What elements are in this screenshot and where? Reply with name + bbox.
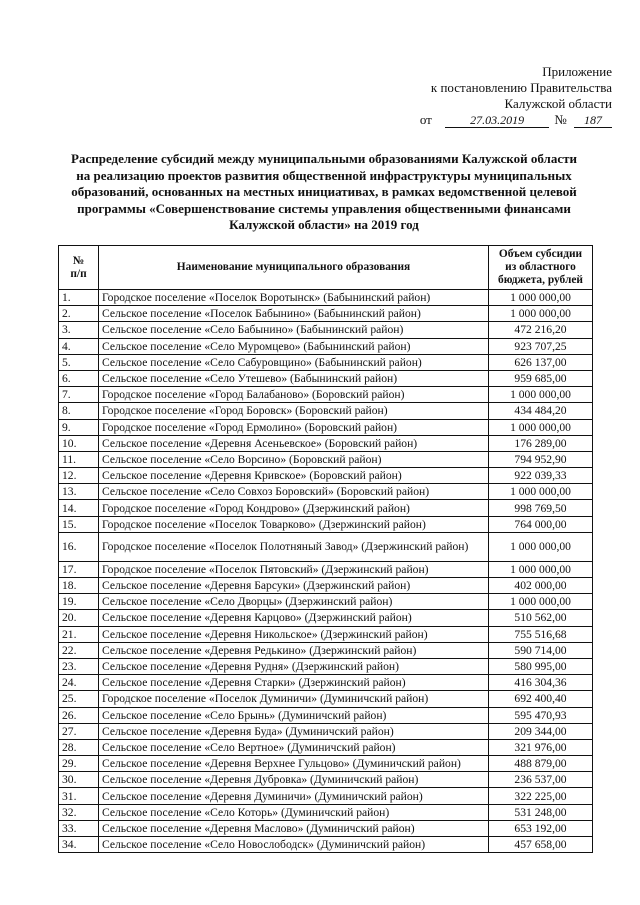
- table-row: [59, 788, 593, 804]
- row-subsidy-amount: 1 000 000,00: [489, 387, 593, 403]
- row-subsidy-amount: 488 879,00: [489, 756, 593, 772]
- row-subsidy-amount: 998 769,50: [489, 500, 593, 516]
- row-number: 10.: [59, 435, 99, 451]
- row-number: 17.: [59, 561, 99, 577]
- row-number: 30.: [59, 772, 99, 788]
- row-municipality-name: Сельское поселение «Село Дворцы» (Дзержинский район): [99, 594, 489, 610]
- row-number: 11.: [59, 451, 99, 467]
- table-row: [59, 387, 593, 403]
- row-municipality-name: Городское поселение «Город Боровск» (Боровский район): [99, 403, 489, 419]
- row-municipality-name: Сельское поселение «Село Сабуровщино» (Бабынинский район): [99, 354, 489, 370]
- row-number: 14.: [59, 500, 99, 516]
- row-number: 8.: [59, 403, 99, 419]
- appendix-date-line: [420, 112, 612, 128]
- row-number: 9.: [59, 419, 99, 435]
- row-subsidy-amount: 209 344,00: [489, 723, 593, 739]
- table-row: [59, 435, 593, 451]
- row-number: 22.: [59, 642, 99, 658]
- row-subsidy-amount: 531 248,00: [489, 804, 593, 820]
- header-num: № п/п: [59, 246, 99, 290]
- row-number: 2.: [59, 306, 99, 322]
- row-subsidy-amount: 959 685,00: [489, 370, 593, 386]
- row-subsidy-amount: 416 304,36: [489, 675, 593, 691]
- row-municipality-name: Сельское поселение «Деревня Барсуки» (Дзержинский район): [99, 578, 489, 594]
- row-subsidy-amount: 1 000 000,00: [489, 419, 593, 435]
- row-municipality-name: Сельское поселение «Деревня Редькино» (Дзержинский район): [99, 642, 489, 658]
- table-row: [59, 338, 593, 354]
- header-amount: Объем субсидии из областного бюджета, рублей: [489, 246, 593, 290]
- table-row: [59, 658, 593, 674]
- row-number: 4.: [59, 338, 99, 354]
- table-row: [59, 532, 593, 561]
- row-number: 26.: [59, 707, 99, 723]
- table-row: [59, 626, 593, 642]
- row-municipality-name: Сельское поселение «Деревня Верхнее Гульцово» (Думиничский район): [99, 756, 489, 772]
- row-municipality-name: Городское поселение «Поселок Воротынск» (Бабынинский район): [99, 290, 489, 306]
- row-municipality-name: Сельское поселение «Деревня Старки» (Дзержинский район): [99, 675, 489, 691]
- subsidy-table: [58, 245, 593, 853]
- table-row: [59, 290, 593, 306]
- table-row: [59, 370, 593, 386]
- row-municipality-name: Сельское поселение «Село Брынь» (Думиничский район): [99, 707, 489, 723]
- row-subsidy-amount: 322 225,00: [489, 788, 593, 804]
- row-subsidy-amount: 1 000 000,00: [489, 484, 593, 500]
- row-subsidy-amount: 457 658,00: [489, 837, 593, 853]
- appendix-resolution-line: к постановлению Правительства: [430, 80, 612, 95]
- row-municipality-name: Сельское поселение «Село Новослободск» (Думиничский район): [99, 837, 489, 853]
- table-row: [59, 756, 593, 772]
- table-row: [59, 820, 593, 836]
- row-number: 19.: [59, 594, 99, 610]
- row-number: 32.: [59, 804, 99, 820]
- row-number: 27.: [59, 723, 99, 739]
- row-number: 18.: [59, 578, 99, 594]
- resolution-date: 27.03.2019: [445, 114, 549, 128]
- row-subsidy-amount: 1 000 000,00: [489, 532, 593, 561]
- row-municipality-name: Сельское поселение «Деревня Асеньевское» (Боровский район): [99, 435, 489, 451]
- row-municipality-name: Сельское поселение «Село Муромцево» (Бабынинский район): [99, 338, 489, 354]
- row-subsidy-amount: 434 484,20: [489, 403, 593, 419]
- row-municipality-name: Сельское поселение «Деревня Карцово» (Дзержинский район): [99, 610, 489, 626]
- table-row: [59, 723, 593, 739]
- row-municipality-name: Городское поселение «Поселок Полотняный Завод» (Дзержинский район): [99, 532, 489, 561]
- row-subsidy-amount: 923 707,25: [489, 338, 593, 354]
- document-title: Распределение субсидий между муниципальными образованиями Калужской области на реализацию проектов развития общественной инфраструктуры муниципальных образований, основанных на местных инициативах, в рамках ведомственной целевой программы «Совершенствование системы управления общественными финансами Калужской области» на 2019 год: [71, 151, 577, 232]
- row-number: 12.: [59, 468, 99, 484]
- row-subsidy-amount: 321 976,00: [489, 739, 593, 755]
- row-number: 3.: [59, 322, 99, 338]
- row-number: 33.: [59, 820, 99, 836]
- row-subsidy-amount: 1 000 000,00: [489, 306, 593, 322]
- row-subsidy-amount: 1 000 000,00: [489, 594, 593, 610]
- table-row: [59, 403, 593, 419]
- resolution-number: 187: [574, 114, 612, 128]
- row-municipality-name: Сельское поселение «Деревня Никольское» (Дзержинский район): [99, 626, 489, 642]
- table-row: [59, 500, 593, 516]
- table-row: [59, 642, 593, 658]
- row-number: 24.: [59, 675, 99, 691]
- row-municipality-name: Сельское поселение «Деревня Думиничи» (Думиничский район): [99, 788, 489, 804]
- table-row: [59, 484, 593, 500]
- row-municipality-name: Сельское поселение «Деревня Рудня» (Дзержинский район): [99, 658, 489, 674]
- row-number: 28.: [59, 739, 99, 755]
- row-subsidy-amount: 595 470,93: [489, 707, 593, 723]
- row-subsidy-amount: 922 039,33: [489, 468, 593, 484]
- table-row: [59, 837, 593, 853]
- table-row: [59, 354, 593, 370]
- table-row: [59, 322, 593, 338]
- row-subsidy-amount: 472 216,20: [489, 322, 593, 338]
- row-subsidy-amount: 580 995,00: [489, 658, 593, 674]
- date-prefix: от: [419, 112, 432, 127]
- table-row: [59, 772, 593, 788]
- row-municipality-name: Сельское поселение «Село Ворсино» (Боровский район): [99, 451, 489, 467]
- row-number: 25.: [59, 691, 99, 707]
- table-row: [59, 610, 593, 626]
- row-municipality-name: Сельское поселение «Село Совхоз Боровский» (Боровский район): [99, 484, 489, 500]
- row-municipality-name: Сельское поселение «Село Утешево» (Бабынинский район): [99, 370, 489, 386]
- row-number: 29.: [59, 756, 99, 772]
- row-number: 1.: [59, 290, 99, 306]
- row-number: 31.: [59, 788, 99, 804]
- row-number: 23.: [59, 658, 99, 674]
- row-subsidy-amount: 176 289,00: [489, 435, 593, 451]
- row-municipality-name: Городское поселение «Город Балабаново» (Боровский район): [99, 387, 489, 403]
- appendix-region-line: Калужской области: [504, 96, 612, 111]
- row-subsidy-amount: 510 562,00: [489, 610, 593, 626]
- table-row: [59, 561, 593, 577]
- row-municipality-name: Городское поселение «Поселок Думиничи» (Думиничский район): [99, 691, 489, 707]
- row-number: 21.: [59, 626, 99, 642]
- row-municipality-name: Сельское поселение «Село Бабынино» (Бабынинский район): [99, 322, 489, 338]
- row-number: 20.: [59, 610, 99, 626]
- row-subsidy-amount: 1 000 000,00: [489, 290, 593, 306]
- table-header-row: [59, 246, 593, 290]
- row-subsidy-amount: 590 714,00: [489, 642, 593, 658]
- row-subsidy-amount: 653 192,00: [489, 820, 593, 836]
- row-municipality-name: Городское поселение «Поселок Пятовский» (Дзержинский район): [99, 561, 489, 577]
- row-municipality-name: Сельское поселение «Деревня Буда» (Думиничский район): [99, 723, 489, 739]
- table-row: [59, 468, 593, 484]
- table-row: [59, 675, 593, 691]
- row-subsidy-amount: 402 000,00: [489, 578, 593, 594]
- row-municipality-name: Сельское поселение «Деревня Маслово» (Думиничский район): [99, 820, 489, 836]
- table-row: [59, 419, 593, 435]
- row-municipality-name: Сельское поселение «Поселок Бабынино» (Бабынинский район): [99, 306, 489, 322]
- row-subsidy-amount: 764 000,00: [489, 516, 593, 532]
- row-subsidy-amount: 626 137,00: [489, 354, 593, 370]
- row-municipality-name: Сельское поселение «Село Вертное» (Думиничский район): [99, 739, 489, 755]
- row-subsidy-amount: 1 000 000,00: [489, 561, 593, 577]
- appendix-label: Приложение: [542, 64, 612, 79]
- table-row: [59, 804, 593, 820]
- table-row: [59, 739, 593, 755]
- row-number: 34.: [59, 837, 99, 853]
- row-subsidy-amount: 755 516,68: [489, 626, 593, 642]
- row-municipality-name: Сельское поселение «Деревня Кривское» (Боровский район): [99, 468, 489, 484]
- row-number: 13.: [59, 484, 99, 500]
- row-number: 5.: [59, 354, 99, 370]
- row-municipality-name: Городское поселение «Город Кондрово» (Дзержинский район): [99, 500, 489, 516]
- row-subsidy-amount: 794 952,90: [489, 451, 593, 467]
- row-number: 15.: [59, 516, 99, 532]
- row-number: 6.: [59, 370, 99, 386]
- table-row: [59, 594, 593, 610]
- row-municipality-name: Городское поселение «Город Ермолино» (Боровский район): [99, 419, 489, 435]
- table-row: [59, 516, 593, 532]
- row-municipality-name: Сельское поселение «Село Которь» (Думиничский район): [99, 804, 489, 820]
- row-municipality-name: Сельское поселение «Деревня Дубровка» (Думиничский район): [99, 772, 489, 788]
- header-name: Наименование муниципального образования: [99, 246, 489, 290]
- table-row: [59, 306, 593, 322]
- table-row: [59, 451, 593, 467]
- table-row: [59, 691, 593, 707]
- row-subsidy-amount: 692 400,40: [489, 691, 593, 707]
- number-sign: №: [554, 112, 567, 127]
- row-subsidy-amount: 236 537,00: [489, 772, 593, 788]
- table-row: [59, 578, 593, 594]
- table-row: [59, 707, 593, 723]
- row-municipality-name: Городское поселение «Поселок Товарково» (Дзержинский район): [99, 516, 489, 532]
- row-number: 16.: [59, 532, 99, 561]
- row-number: 7.: [59, 387, 99, 403]
- appendix-header: [420, 64, 612, 128]
